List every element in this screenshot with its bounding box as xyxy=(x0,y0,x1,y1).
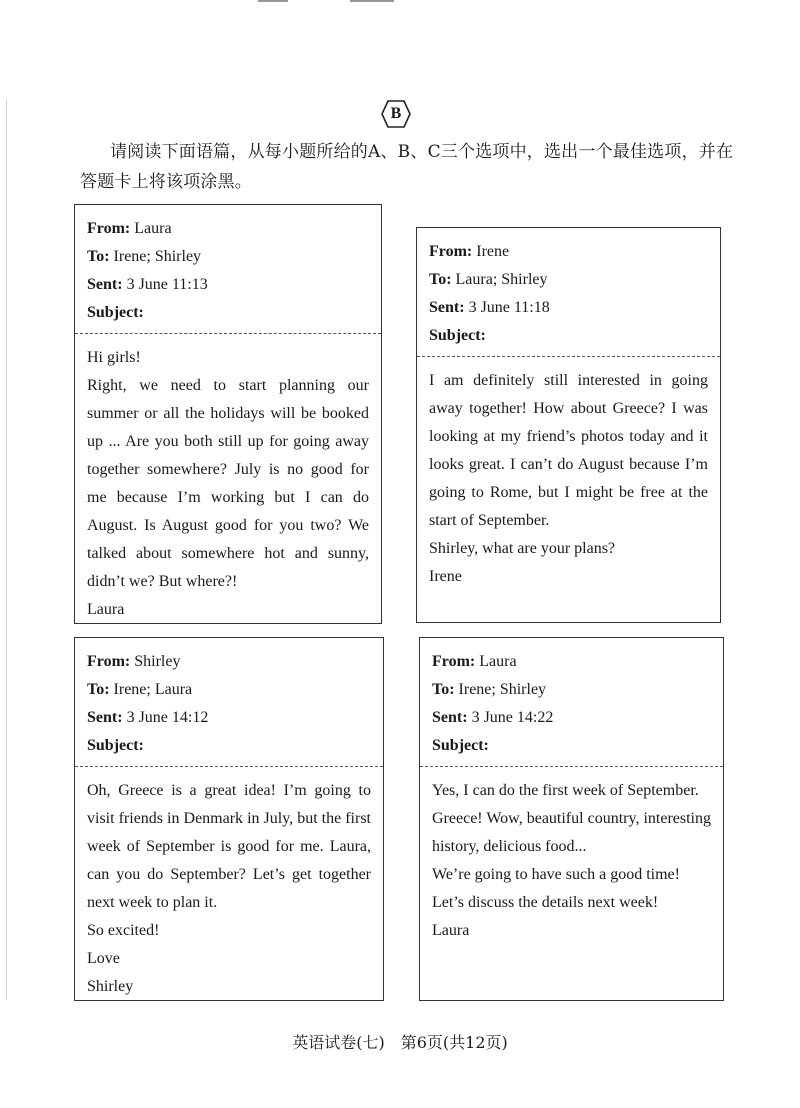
sent-value: 3 June 11:13 xyxy=(126,276,208,293)
body-line: Right, we need to start planning our summer or all the holidays will be booked up ... Are you both still up for going away together somewhere? July is no good for me because I’m working but I can do August. Is August good for you two? We talked about somewhere hot and sunny, didn’t we? But where?! xyxy=(87,377,369,590)
body-line: So excited! xyxy=(87,922,160,939)
body-line: Shirley, what are your plans? xyxy=(429,540,616,557)
sent-row: Sent: 3 June 14:22 xyxy=(432,709,554,726)
email-card-4 xyxy=(419,637,724,1001)
from-row: From: Laura xyxy=(87,220,172,237)
from-value: Laura xyxy=(134,220,172,237)
email-body xyxy=(75,334,381,632)
subject-row: Subject: xyxy=(87,304,144,321)
from-value: Laura xyxy=(479,653,517,670)
to-row: To: Irene; Shirley xyxy=(87,248,202,265)
to-value: Irene; Laura xyxy=(113,681,193,698)
sent-row: Sent: 3 June 11:18 xyxy=(429,299,550,316)
from-row: From: Shirley xyxy=(87,653,181,670)
body-line: We’re going to have such a good time! xyxy=(432,866,680,883)
email-card-1 xyxy=(74,204,382,624)
email-header xyxy=(420,638,723,766)
instruction-text: 请阅读下面语篇，从每小题所给的A、B、C三个选项中，选出一个最佳选项，并在答题卡上将该项涂黑。 xyxy=(80,142,734,192)
sent-row: Sent: 3 June 14:12 xyxy=(87,709,209,726)
subject-row: Subject: xyxy=(432,737,489,754)
sent-row: Sent: 3 June 11:13 xyxy=(87,276,208,293)
subject-row: Subject: xyxy=(429,327,486,344)
sent-value: 3 June 11:18 xyxy=(468,299,550,316)
body-line: Love xyxy=(87,950,120,967)
to-value: Irene; Shirley xyxy=(113,248,202,265)
subject-row: Subject: xyxy=(87,737,144,754)
body-line: Greece! Wow, beautiful country, interesting history, delicious food... xyxy=(432,810,711,855)
email-body xyxy=(75,767,383,1009)
body-line: Let’s discuss the details next week! xyxy=(432,894,659,911)
email-header xyxy=(75,638,383,766)
top-rule-left xyxy=(258,0,288,2)
to-row: To: Laura; Shirley xyxy=(429,271,548,288)
body-line: Laura xyxy=(87,601,125,618)
from-value: Irene xyxy=(476,243,510,260)
body-line: I am definitely still interested in going away together! How about Greece? I was looking at my friend’s photos today and it looks great. I can’t do August because I’m going to Rome, but I might be free at the start of September. xyxy=(429,372,708,529)
to-value: Irene; Shirley xyxy=(458,681,547,698)
body-line: Irene xyxy=(429,568,462,585)
section-badge xyxy=(381,100,411,128)
to-value: Laura; Shirley xyxy=(455,271,548,288)
email-card-3 xyxy=(74,637,384,1001)
to-row: To: Irene; Laura xyxy=(87,681,193,698)
body-line: Yes, I can do the first week of September. xyxy=(432,782,699,799)
email-body xyxy=(417,357,720,599)
sent-value: 3 June 14:22 xyxy=(471,709,554,726)
from-value: Shirley xyxy=(134,653,181,670)
top-rule-right xyxy=(350,0,394,2)
from-row: From: Irene xyxy=(429,243,510,260)
from-row: From: Laura xyxy=(432,653,517,670)
page-footer: 英语试卷(七) 第6页(共12页) xyxy=(292,1033,508,1052)
email-card-2 xyxy=(416,227,721,623)
sent-value: 3 June 14:12 xyxy=(126,709,209,726)
section-letter: B xyxy=(390,105,402,122)
body-line: Oh, Greece is a great idea! I’m going to visit friends in Denmark in July, but the first week of September is good for me. Laura, can you do September? Let’s get together next week to plan it. xyxy=(87,782,371,911)
body-line: Shirley xyxy=(87,978,134,995)
body-line: Laura xyxy=(432,922,470,939)
email-header xyxy=(417,228,720,356)
body-line: Hi girls! xyxy=(87,349,141,366)
to-row: To: Irene; Shirley xyxy=(432,681,547,698)
email-header xyxy=(75,205,381,333)
page-edge-line xyxy=(6,100,7,1000)
email-body xyxy=(420,767,723,953)
